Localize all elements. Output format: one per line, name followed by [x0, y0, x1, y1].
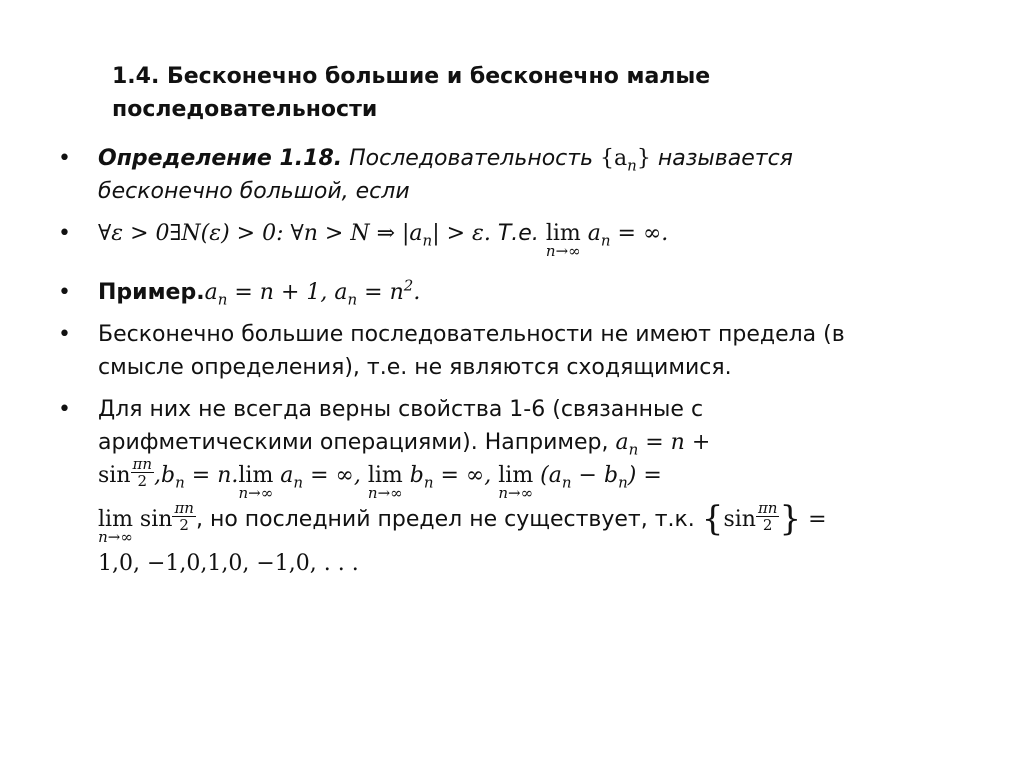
properties-line-3: sin $\frac{\pi n}{2}$ $,b_n = n$. lim n→∞ $a_n$ = ∞, lim n→∞ $b_n$ = ∞, lim n→∞ $(a_n - b_n)$ =: [98, 454, 662, 502]
no-limit-line-1: • Бесконечно большие последовательности не имеют предела (в: [98, 322, 845, 347]
properties-line-4: lim n→∞ sin $\frac{\pi n}{2}$ , но последний предел не существует, т.к. {sin $\frac{\pi n}{2}$ } =: [98, 498, 827, 546]
bullet-no-limit: [58, 318, 938, 384]
fraction-pi-n-2-c: $\frac{\pi n}{2}$: [757, 498, 778, 534]
bullet-formula: [58, 217, 938, 258]
bullet-definition: [58, 142, 938, 208]
limit-operator-c: lim n→∞: [498, 463, 534, 502]
title-line-2: последовательности: [112, 97, 378, 122]
limit-operator: lim n→∞: [545, 221, 581, 260]
fraction-pi-n-2-b: $\frac{\pi n}{2}$: [174, 498, 194, 534]
properties-line-1: • Для них не всегда верны свойства 1-6 (связанные с: [98, 397, 704, 422]
limit-operator-b: lim n→∞: [367, 463, 403, 502]
title-line-1: 1.4. Бесконечно большие и бесконечно малые: [112, 64, 711, 89]
limit-operator-a: lim n→∞: [238, 463, 274, 502]
formula-main: ∀ε > 0∃N(ε) > 0: ∀n > N ⇒ $|a_n| > \varepsilon$.: [98, 221, 491, 250]
bullet-list: [58, 142, 938, 589]
example-formula: $a_n = n + 1$, $a_n = n^2$.: [204, 276, 421, 309]
definition-text-a: Последовательность: [342, 146, 601, 171]
definition-text-b: называется: [650, 146, 793, 171]
definition-label: Определение 1.18.: [98, 146, 343, 171]
example-label: Пример.: [98, 280, 205, 305]
bullet-example: [58, 276, 938, 309]
formula-te: Т.е.: [490, 221, 546, 246]
properties-line-5: 1,0, −1,0,1,0, −1,0, . . .: [98, 551, 359, 576]
limit-operator-d: lim n→∞: [98, 507, 133, 546]
limit-expression: $a_n$ = ∞.: [580, 221, 669, 250]
slide-title: [112, 60, 912, 126]
definition-line-2: бесконечно большой, если: [98, 179, 410, 204]
properties-line-2: арифметическими операциями). Например, $a_n = n$ +: [98, 430, 711, 459]
bullet-properties: [58, 393, 938, 580]
no-limit-line-2: смысле определения), т.е. не являются сходящимися.: [98, 355, 732, 380]
fraction-pi-n-2: $\frac{\pi n}{2}$: [132, 454, 153, 490]
definition-seq: $\{a_n\}$: [600, 146, 651, 175]
